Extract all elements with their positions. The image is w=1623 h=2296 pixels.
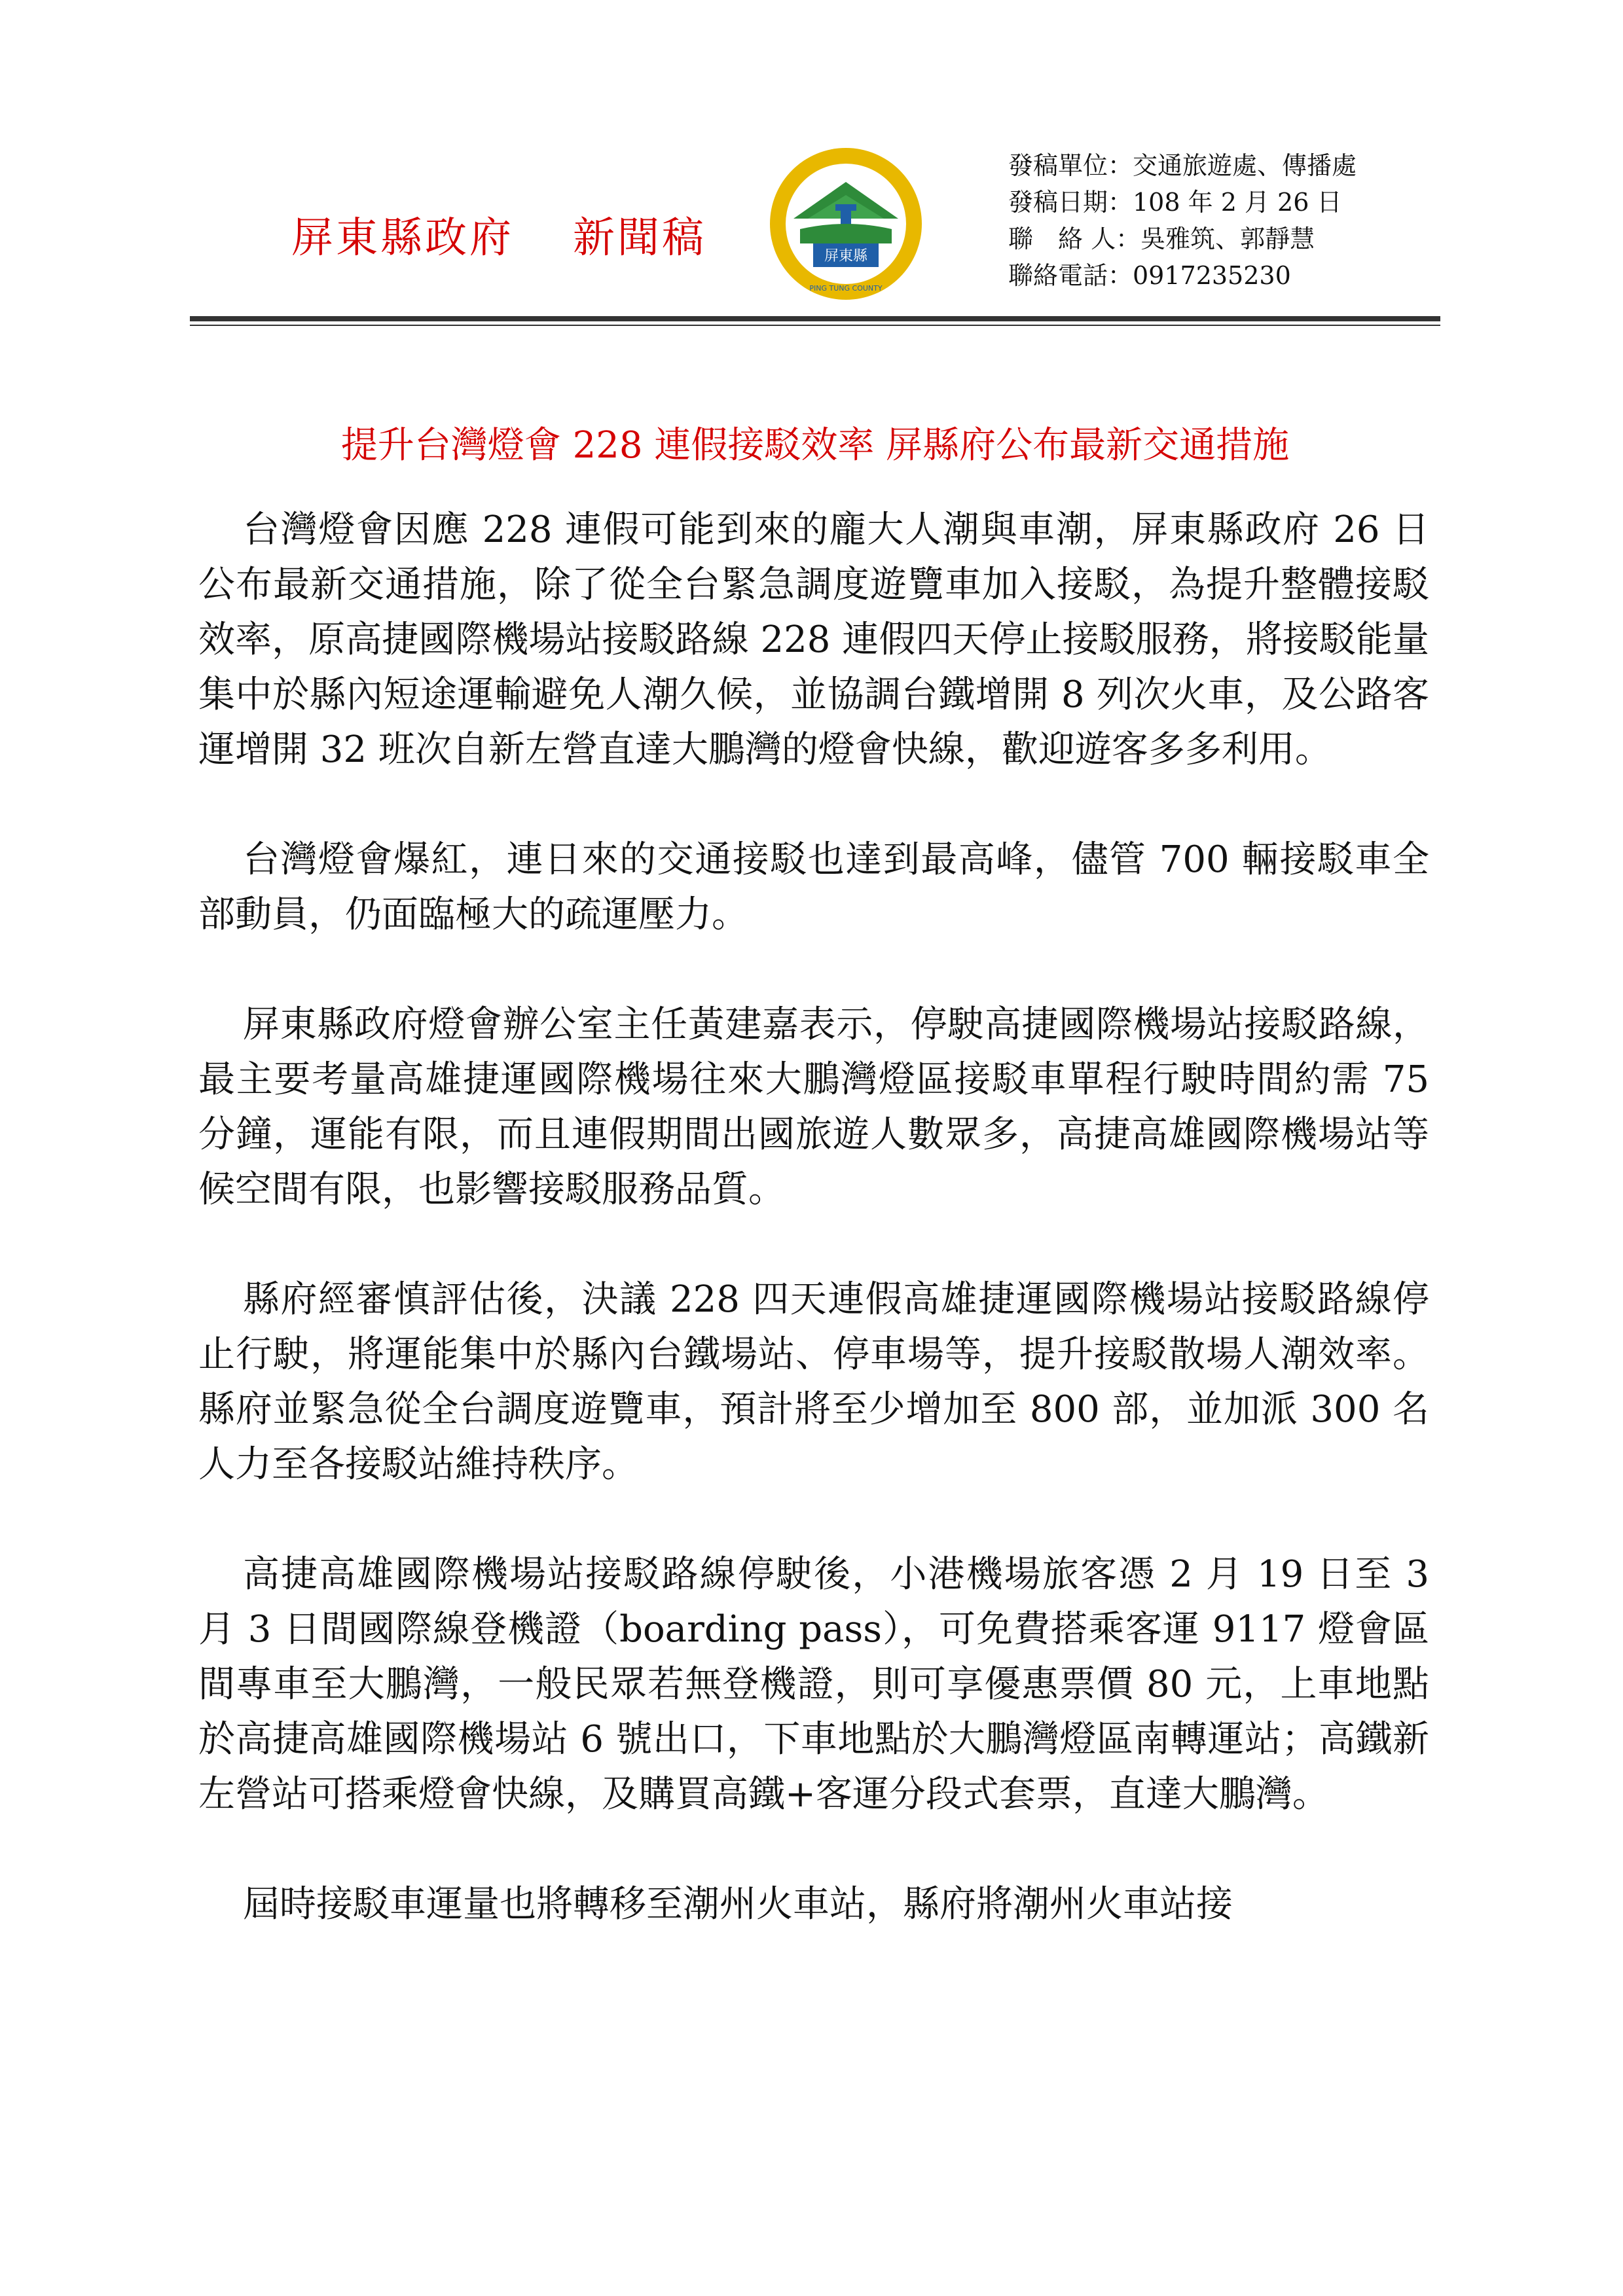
agency-name: 屏東縣政府 [291,214,514,262]
county-seal-icon [767,145,924,302]
document-type: 新聞稿 [573,214,706,262]
release-metadata [1008,147,1357,294]
header-divider-thin [190,325,1440,326]
paragraph: 高捷高雄國際機場站接駁路線停駛後，小港機場旅客憑 2 月 19 日至 3 月 3 日間國際線登機證（boarding pass），可免費搭乘客運 9117 燈會區間專車至大鵬灣，一般民眾若無登機證，則可享優惠票價 80 元，上車地點於高捷高雄國際機場站 6 號出口，下車地點於大鵬灣燈區南轉運站；高鐵新左營站可搭乘燈會快線，及購買高鐵+客運分段式套票，直達大鵬灣。 [198,1553,1429,1816]
paragraph: 台灣燈會爆紅，連日來的交通接駁也達到最高峰，儘管 700 輛接駁車全部動員，仍面臨極大的疏運壓力。 [198,838,1429,936]
paragraph: 屆時接駁車運量也將轉移至潮州火車站，縣府將潮州火車站接 [243,1883,1233,1926]
press-release-title [291,204,706,264]
meta-release-date: 發稿日期：108 年 2 月 26 日 [1008,188,1342,217]
seal-ring-label: PING TUNG COUNTY [809,284,883,293]
article-headline: 提升台灣燈會 228 連假接駁效率 屏縣府公布最新交通措施 [340,424,1290,467]
header-divider [190,316,1440,321]
paragraph: 台灣燈會因應 228 連假可能到來的龐大人潮與車潮，屏東縣政府 26 日公布最新交通措施，除了從全台緊急調度遊覽車加入接駁，為提升整體接駁效率，原高捷國際機場站接駁路線 228 連假四天停止接駁服務，將接駁能量集中於縣內短途運輸避免人潮久候，並協調台鐵增開 8 列次火車，及公路客運增開 32 班次自新左營直達大鵬灣的燈會快線，歡迎遊客多多利用。 [198,509,1429,771]
seal-label: 屏東縣 [824,248,868,264]
meta-contact-person: 聯 絡 人：吳雅筑、郭靜慧 [1008,224,1315,253]
meta-contact-phone: 聯絡電話：0917235230 [1008,261,1291,290]
meta-issuing-unit: 發稿單位：交通旅遊處、傳播處 [1008,151,1357,180]
article-body [198,503,1429,1987]
paragraph: 縣府經審慎評估後，決議 228 四天連假高雄捷運國際機場站接駁路線停止行駛，將運能集中於縣內台鐵場站、停車場等，提升接駁散場人潮效率。縣府並緊急從全台調度遊覽車，預計將至少增加至 800 部，並加派 300 名人力至各接駁站維持秩序。 [198,1278,1429,1486]
paragraph: 屏東縣政府燈會辦公室主任黃建嘉表示，停駛高捷國際機場站接駁路線，最主要考量高雄捷運國際機場往來大鵬灣燈區接駁車單程行駛時間約需 75 分鐘，運能有限，而且連假期間出國旅遊人數眾多，高捷高雄國際機場站等候空間有限，也影響接駁服務品質。 [198,1003,1429,1211]
